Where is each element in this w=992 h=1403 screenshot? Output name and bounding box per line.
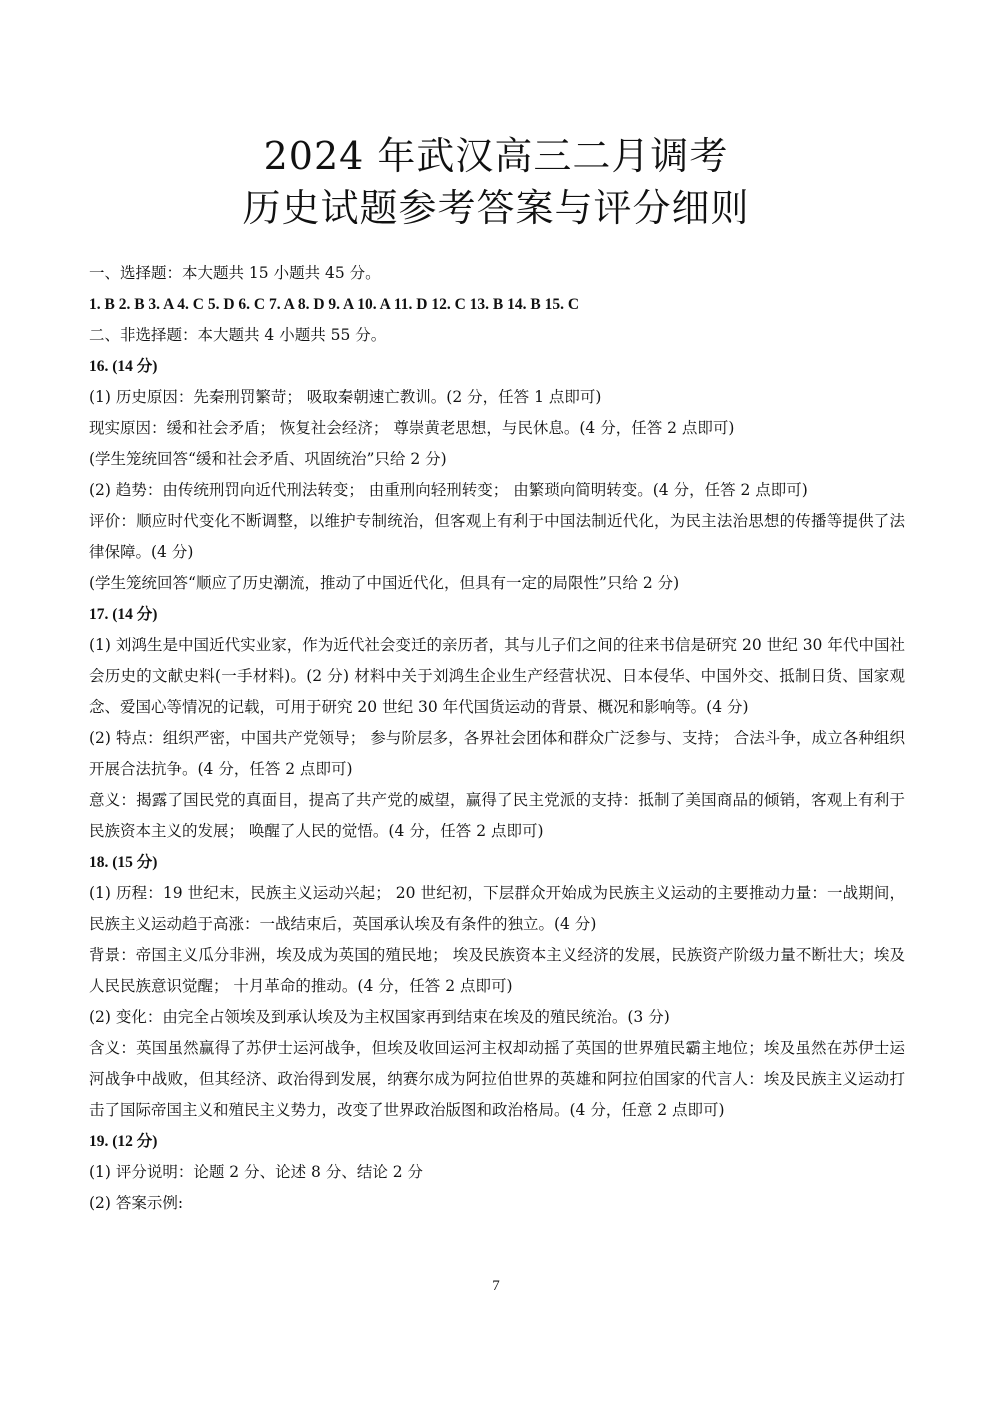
question-18-heading: 18. (15 分) (89, 854, 158, 871)
question-17-heading: 17. (14 分) (89, 606, 158, 623)
answer-body (89, 258, 905, 1219)
question-19-heading: 19. (12 分) (89, 1133, 158, 1150)
q16-part1-reality: 现实原因：缓和社会矛盾； 恢复社会经济； 尊崇黄老思想，与民休息。(4 分，任答 2 点即可) (89, 419, 735, 437)
q16-part1-note: (学生笼统回答“缓和社会矛盾、巩固统治”只给 2 分) (89, 450, 447, 468)
q16-part2-evaluation: 评价：顺应时代变化不断调整，以维护专制统治，但客观上有利于中国法制近代化，为民主法治思想的传播等提供了法律保障。(4 分) (89, 512, 905, 561)
q16-part1-history: (1) 历史原因：先秦刑罚繁苛； 吸取秦朝速亡教训。(2 分，任答 1 点即可) (89, 388, 602, 406)
q17-part2-significance: 意义：揭露了国民党的真面目，提高了共产党的威望，赢得了民主党派的支持：抵制了美国商品的倾销，客观上有利于民族资本主义的发展； 唤醒了人民的觉悟。(4 分，任答 2 点即可) (89, 791, 905, 840)
q17-part2-features: (2) 特点：组织严密，中国共产党领导； 参与阶层多，各界社会团体和群众广泛参与、支持； 合法斗争，成立各种组织开展合法抗争。(4 分，任答 2 点即可) (89, 729, 905, 778)
q17-part1: (1) 刘鸿生是中国近代实业家，作为近代社会变迁的亲历者，其与儿子们之间的往来书信是研究 20 世纪 30 年代中国社会历史的文献史料(一手材料)。(2 分) 材料中关于刘鸿生企业生产经营状况、日本侵华、中国外交、抵制日货、国家观念、爱国心等情况的记载，可用于研究 20 世纪 30 年代国货运动的背景、概况和影响等。(4 分) (89, 636, 905, 716)
section-heading-choice: 一、选择题：本大题共 15 小题共 45 分。 (89, 264, 381, 282)
page-number: 7 (492, 1278, 500, 1294)
section-heading-nonchoice: 二、非选择题：本大题共 4 小题共 55 分。 (89, 326, 387, 344)
question-16-heading: 16. (14 分) (89, 358, 158, 375)
q18-part2-meaning: 含义：英国虽然赢得了苏伊士运河战争，但埃及收回运河主权却动摇了英国的世界殖民霸主地位；埃及虽然在苏伊士运河战争中战败，但其经济、政治得到发展，纳赛尔成为阿拉伯世界的英雄和阿拉伯国家的代言人：埃及民族主义运动打击了国际帝国主义和殖民主义势力，改变了世界政治版图和政治格局。(4 分，任意 2 点即可) (89, 1039, 905, 1119)
document-title-line-2: 历史试题参考答案与评分细则 (242, 186, 750, 230)
q16-part2-trend: (2) 趋势：由传统刑罚向近代刑法转变； 由重刑向轻刑转变； 由繁琐向简明转变。(4 分，任答 2 点即可) (89, 481, 808, 499)
q16-part2-note: (学生笼统回答“顺应了历史潮流，推动了中国近代化，但具有一定的局限性”只给 2 分) (89, 574, 680, 592)
q18-part1-background: 背景：帝国主义瓜分非洲，埃及成为英国的殖民地； 埃及民族资本主义经济的发展，民族资产阶级力量不断壮大；埃及人民民族意识觉醒； 十月革命的推动。(4 分，任答 2 点即可) (89, 946, 905, 995)
document-title-line-1: 2024 年武汉高三二月调考 (263, 134, 729, 178)
q18-part2-change: (2) 变化：由完全占领埃及到承认埃及为主权国家再到结束在埃及的殖民统治。(3 分) (89, 1008, 670, 1026)
q18-part1-process: (1) 历程：19 世纪末，民族主义运动兴起； 20 世纪初，下层群众开始成为民族主义运动的主要推动力量：一战期间，民族主义运动趋于高涨：一战结束后，英国承认埃及有条件的独立。(4 分) (89, 884, 905, 933)
q19-part2: (2) 答案示例: (89, 1194, 184, 1212)
q19-part1: (1) 评分说明：论题 2 分、论述 8 分、结论 2 分 (89, 1163, 424, 1181)
choice-answers: 1. B 2. B 3. A 4. C 5. D 6. C 7. A 8. D 9. A 10. A 11. D 12. C 13. B 14. B 15. C (89, 296, 580, 313)
